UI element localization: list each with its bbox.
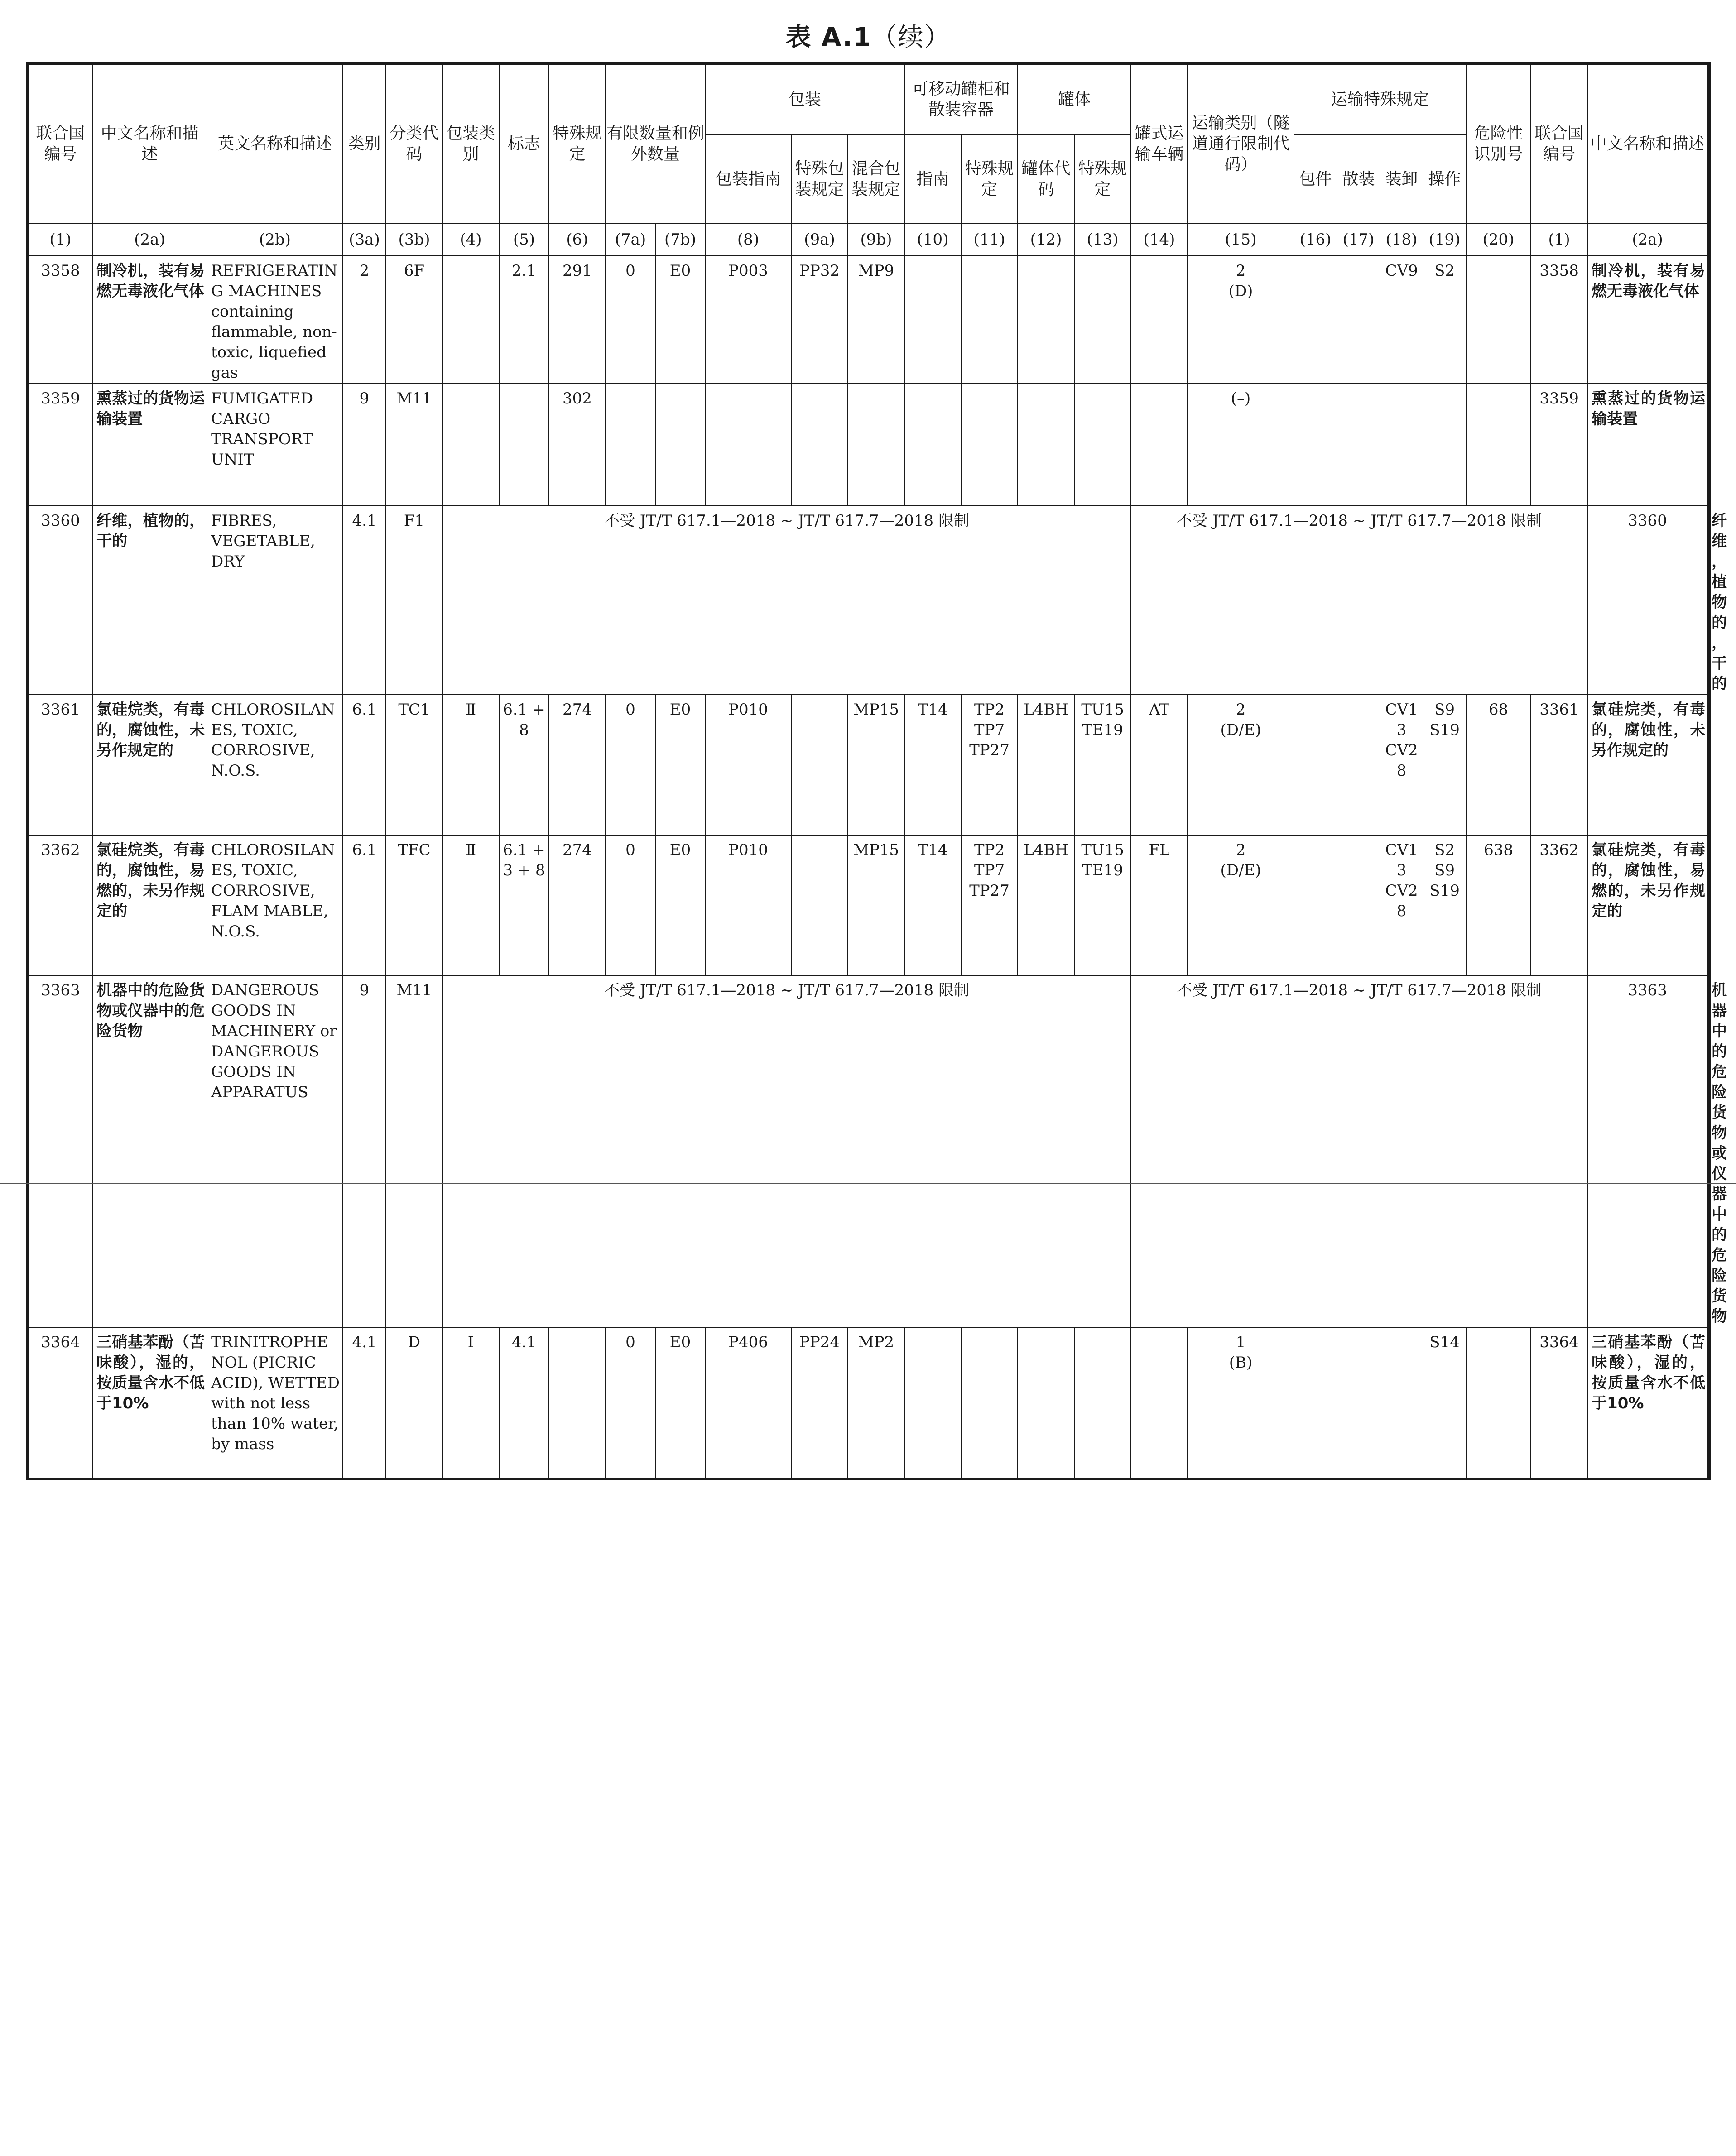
cell-un-no-right: 3362 [1531, 835, 1587, 975]
cell-pt-instr: T14 [904, 695, 961, 835]
cell-excepted-qty: E0 [655, 1327, 705, 1479]
cell-un-no: 3363 [28, 975, 92, 1327]
cell-name-cn-right: 三硝基苯酚（苦味酸），湿的，按质量含水不低于10% [1587, 1327, 1707, 1479]
cell-tank-code [1018, 1327, 1074, 1479]
cell-name-en: DANGEROUS GOODS IN MACHINERY or DANGEROUS GOODS IN APPARATUS [207, 975, 343, 1327]
cell-pack-instr: P010 [705, 695, 791, 835]
cell-excepted-qty [655, 384, 705, 506]
col-number: (15) [1188, 223, 1294, 256]
cell-un-no-right: 3361 [1531, 695, 1587, 835]
header-portable-tanks: 可移动罐柜和散装容器 [904, 63, 1018, 135]
cell-special-pack [791, 695, 848, 835]
cell-name-cn: 纤维，植物的，干的 [92, 506, 207, 695]
col-number: (3a) [343, 223, 386, 256]
cell-class-code: TFC [386, 835, 442, 975]
cell-name-cn-right: 熏蒸过的货物运输装置 [1587, 384, 1707, 506]
cell-mixed-pack [848, 384, 904, 506]
cell-pack-instr: P010 [705, 835, 791, 975]
cell-name-en: REFRIGERATING MACHINES containing flammable, non-toxic, liquefied gas [207, 256, 343, 384]
dangerous-goods-table [26, 62, 1727, 1480]
col-number: (8) [705, 223, 791, 256]
cell-operation [1423, 384, 1466, 506]
cell-un-no-right: 3363 [1587, 975, 1707, 1327]
header-special-pack: 特殊包装规定 [791, 135, 848, 223]
cell-pt-instr [904, 1327, 961, 1479]
cell-pt-instr [904, 256, 961, 384]
cell-bulk [1337, 1327, 1380, 1479]
col-number: (2a) [92, 223, 207, 256]
cell-bulk [1337, 695, 1380, 835]
not-restricted-note: 不受 JT/T 617.1—2018 ~ JT/T 617.7—2018 限制 [442, 506, 1131, 695]
cell-un-no: 3358 [28, 256, 92, 384]
cell-class: 9 [343, 975, 386, 1327]
header-tank-code: 罐体代码 [1018, 135, 1074, 223]
table-row [28, 835, 1710, 975]
cell-limited-qty: 0 [606, 695, 655, 835]
cell-excepted-qty: E0 [655, 835, 705, 975]
cell-class: 4.1 [343, 1327, 386, 1479]
header-operation: 操作 [1423, 135, 1466, 223]
table-row [28, 1327, 1710, 1479]
col-number: (9a) [791, 223, 848, 256]
header-pt-special: 特殊规定 [961, 135, 1018, 223]
header-special-provisions: 特殊规定 [549, 63, 606, 223]
col-number: (9b) [848, 223, 904, 256]
cell-class-code: 6F [386, 256, 442, 384]
cell-pt-special: TP2 TP7 TP27 [961, 695, 1018, 835]
cell-tank-code: L4BH [1018, 835, 1074, 975]
cell-class-code: M11 [386, 975, 442, 1327]
cell-class-code: F1 [386, 506, 442, 695]
cell-pack-instr: P003 [705, 256, 791, 384]
table-title [0, 17, 1736, 58]
cell-pt-instr [904, 384, 961, 506]
table-title-continued: （续） [871, 23, 951, 52]
cell-loading: CV13 CV28 [1380, 695, 1423, 835]
cell-packing-group: Ⅱ [442, 835, 499, 975]
cell-name-cn-right: 制冷机，装有易燃无毒液化气体 [1587, 256, 1707, 384]
col-number: (2a) [1587, 223, 1707, 256]
cell-transport-category: 1 (B) [1188, 1327, 1294, 1479]
header-tank-vehicle: 罐式运输车辆 [1131, 63, 1188, 223]
table-row [28, 384, 1710, 506]
cell-special-pack [791, 835, 848, 975]
cell-transport-category: (–) [1188, 384, 1294, 506]
page-divider [0, 1183, 1736, 1184]
header-name-cn-right: 中文名称和描述 [1587, 63, 1707, 223]
cell-labels: 4.1 [499, 1327, 549, 1479]
cell-pt-special [961, 1327, 1018, 1479]
cell-tank-special: TU15 TE19 [1074, 695, 1131, 835]
cell-bulk [1337, 384, 1380, 506]
cell-name-en: CHLOROSILANES, TOXIC, CORROSIVE, FLAM MABLE, N.O.S. [207, 835, 343, 975]
col-number: (2b) [207, 223, 343, 256]
cell-tank-vehicle [1131, 384, 1188, 506]
cell-un-no: 3362 [28, 835, 92, 975]
cell-mixed-pack: MP9 [848, 256, 904, 384]
cell-packages [1294, 256, 1337, 384]
cell-mixed-pack: MP15 [848, 695, 904, 835]
col-number: (7b) [655, 223, 705, 256]
header-tanks: 罐体 [1018, 63, 1131, 135]
column-number-row [28, 223, 1710, 256]
cell-tank-special: TU15 TE19 [1074, 835, 1131, 975]
cell-name-cn: 氯硅烷类，有毒的，腐蚀性，未另作规定的 [92, 695, 207, 835]
header-special-transport: 运输特殊规定 [1294, 63, 1466, 135]
cell-pt-instr: T14 [904, 835, 961, 975]
header-hazard-id: 危险性识别号 [1466, 63, 1531, 223]
cell-pack-instr [705, 384, 791, 506]
cell-packages [1294, 1327, 1337, 1479]
header-row-group [28, 63, 1710, 135]
col-number: (16) [1294, 223, 1337, 256]
cell-class: 2 [343, 256, 386, 384]
cell-un-no: 3360 [28, 506, 92, 695]
cell-tank-vehicle [1131, 256, 1188, 384]
cell-un-no: 3361 [28, 695, 92, 835]
cell-un-no-right: 3359 [1531, 384, 1587, 506]
header-transport-category: 运输类别（隧道通行限制代码） [1188, 63, 1294, 223]
cell-class-code: M11 [386, 384, 442, 506]
cell-tank-special [1074, 1327, 1131, 1479]
col-number: (20) [1466, 223, 1531, 256]
col-number: (11) [961, 223, 1018, 256]
cell-un-no-right: 3364 [1531, 1327, 1587, 1479]
cell-name-cn-right: 氯硅烷类，有毒的，腐蚀性，易燃的，未另作规定的 [1587, 835, 1707, 975]
col-number: (13) [1074, 223, 1131, 256]
col-number: (1) [28, 223, 92, 256]
cell-bulk [1337, 256, 1380, 384]
cell-packages [1294, 695, 1337, 835]
cell-limited-qty [606, 384, 655, 506]
header-packages: 包件 [1294, 135, 1337, 223]
cell-limited-qty: 0 [606, 256, 655, 384]
cell-class: 9 [343, 384, 386, 506]
cell-operation: S14 [1423, 1327, 1466, 1479]
cell-pt-special [961, 256, 1018, 384]
cell-name-cn-right: 机器中的危险货物或仪器中的危险货物 [1707, 975, 1710, 1327]
cell-packing-group [442, 384, 499, 506]
cell-excepted-qty: E0 [655, 695, 705, 835]
cell-excepted-qty: E0 [655, 256, 705, 384]
header-pack-instr: 包装指南 [705, 135, 791, 223]
cell-limited-qty: 0 [606, 1327, 655, 1479]
col-number: (14) [1131, 223, 1188, 256]
table-row [28, 975, 1710, 1327]
col-number: (1) [1531, 223, 1587, 256]
header-lq-eq: 有限数量和例外数量 [606, 63, 705, 223]
cell-name-en: FUMIGATED CARGO TRANSPORT UNIT [207, 384, 343, 506]
cell-loading [1380, 1327, 1423, 1479]
cell-hazard-id [1466, 1327, 1531, 1479]
cell-name-en: FIBRES, VEGETABLE, DRY [207, 506, 343, 695]
header-class-code: 分类代码 [386, 63, 442, 223]
col-number: (7a) [606, 223, 655, 256]
col-number: (18) [1380, 223, 1423, 256]
header-loading: 装卸 [1380, 135, 1423, 223]
cell-name-cn: 机器中的危险货物或仪器中的危险货物 [92, 975, 207, 1327]
table-row [28, 506, 1710, 695]
cell-transport-category: 2 (D/E) [1188, 695, 1294, 835]
cell-class: 6.1 [343, 835, 386, 975]
table-row [28, 695, 1710, 835]
cell-name-en: TRINITROPHENOL (PICRIC ACID), WETTED with not less than 10% water, by mass [207, 1327, 343, 1479]
cell-operation: S9 S19 [1423, 695, 1466, 835]
header-mixed-pack: 混合包装规定 [848, 135, 904, 223]
cell-loading [1380, 384, 1423, 506]
cell-operation: S2 [1423, 256, 1466, 384]
cell-un-no-right: 3358 [1531, 256, 1587, 384]
cell-packages [1294, 835, 1337, 975]
cell-pt-special [961, 384, 1018, 506]
cell-tank-vehicle [1131, 1327, 1188, 1479]
table-row [28, 256, 1710, 384]
cell-name-cn: 三硝基苯酚（苦味酸），湿的，按质量含水不低于10% [92, 1327, 207, 1479]
col-number: (6) [549, 223, 606, 256]
cell-special-provisions [549, 1327, 606, 1479]
cell-packing-group: Ⅰ [442, 1327, 499, 1479]
header-tank-special: 特殊规定 [1074, 135, 1131, 223]
cell-labels: 6.1 + 3 + 8 [499, 835, 549, 975]
col-number: (12) [1018, 223, 1074, 256]
cell-pt-special: TP2 TP7 TP27 [961, 835, 1018, 975]
cell-hazard-id: 638 [1466, 835, 1531, 975]
header-pt-instr: 指南 [904, 135, 961, 223]
cell-class-code: TC1 [386, 695, 442, 835]
cell-transport-category: 2 (D) [1188, 256, 1294, 384]
table-title-main: 表 A.1 [785, 23, 872, 52]
cell-hazard-id: 68 [1466, 695, 1531, 835]
cell-labels: 6.1 + 8 [499, 695, 549, 835]
cell-class-code: D [386, 1327, 442, 1479]
col-number: (17) [1337, 223, 1380, 256]
header-class: 类别 [343, 63, 386, 223]
header-un-no: 联合国编号 [28, 63, 92, 223]
header-name-cn: 中文名称和描述 [92, 63, 207, 223]
cell-loading: CV9 [1380, 256, 1423, 384]
cell-special-provisions: 291 [549, 256, 606, 384]
col-number: (3b) [386, 223, 442, 256]
cell-special-pack [791, 384, 848, 506]
col-number: (5) [499, 223, 549, 256]
not-restricted-note: 不受 JT/T 617.1—2018 ~ JT/T 617.7—2018 限制 [1131, 975, 1587, 1327]
cell-tank-special [1074, 256, 1131, 384]
not-restricted-note: 不受 JT/T 617.1—2018 ~ JT/T 617.7—2018 限制 [1131, 506, 1587, 695]
cell-bulk [1337, 835, 1380, 975]
cell-special-provisions: 274 [549, 835, 606, 975]
cell-class: 6.1 [343, 695, 386, 835]
header-packaging: 包装 [705, 63, 904, 135]
header-bulk: 散装 [1337, 135, 1380, 223]
header-packing-group: 包装类别 [442, 63, 499, 223]
cell-packing-group [442, 256, 499, 384]
cell-name-en: CHLOROSILANES, TOXIC, CORROSIVE, N.O.S. [207, 695, 343, 835]
cell-labels: 2.1 [499, 256, 549, 384]
cell-hazard-id [1466, 384, 1531, 506]
cell-mixed-pack: MP2 [848, 1327, 904, 1479]
cell-tank-code [1018, 384, 1074, 506]
col-number: (19) [1423, 223, 1466, 256]
cell-un-no-right: 3360 [1587, 506, 1707, 695]
cell-special-pack: PP32 [791, 256, 848, 384]
cell-tank-code [1018, 256, 1074, 384]
cell-loading: CV13 CV28 [1380, 835, 1423, 975]
cell-mixed-pack: MP15 [848, 835, 904, 975]
cell-transport-category: 2 (D/E) [1188, 835, 1294, 975]
cell-name-cn: 熏蒸过的货物运输装置 [92, 384, 207, 506]
cell-labels [499, 384, 549, 506]
cell-tank-code: L4BH [1018, 695, 1074, 835]
cell-pack-instr: P406 [705, 1327, 791, 1479]
cell-un-no: 3364 [28, 1327, 92, 1479]
cell-hazard-id [1466, 256, 1531, 384]
cell-special-provisions: 274 [549, 695, 606, 835]
cell-name-cn-right: 纤维，植物的，干的 [1707, 506, 1710, 695]
header-name-en: 英文名称和描述 [207, 63, 343, 223]
cell-packing-group: Ⅱ [442, 695, 499, 835]
cell-tank-vehicle: FL [1131, 835, 1188, 975]
cell-class: 4.1 [343, 506, 386, 695]
cell-name-cn-right: 氯硅烷类，有毒的，腐蚀性，未另作规定的 [1587, 695, 1707, 835]
cell-special-pack: PP24 [791, 1327, 848, 1479]
cell-tank-vehicle: AT [1131, 695, 1188, 835]
header-un-no-right: 联合国编号 [1531, 63, 1587, 223]
cell-un-no: 3359 [28, 384, 92, 506]
col-number: (10) [904, 223, 961, 256]
cell-operation: S2 S9 S19 [1423, 835, 1466, 975]
cell-packages [1294, 384, 1337, 506]
col-number: (4) [442, 223, 499, 256]
cell-tank-special [1074, 384, 1131, 506]
cell-limited-qty: 0 [606, 835, 655, 975]
cell-name-cn: 氯硅烷类，有毒的，腐蚀性，易燃的，未另作规定的 [92, 835, 207, 975]
not-restricted-note: 不受 JT/T 617.1—2018 ~ JT/T 617.7—2018 限制 [442, 975, 1131, 1327]
cell-special-provisions: 302 [549, 384, 606, 506]
cell-name-cn: 制冷机，装有易燃无毒液化气体 [92, 256, 207, 384]
header-labels: 标志 [499, 63, 549, 223]
